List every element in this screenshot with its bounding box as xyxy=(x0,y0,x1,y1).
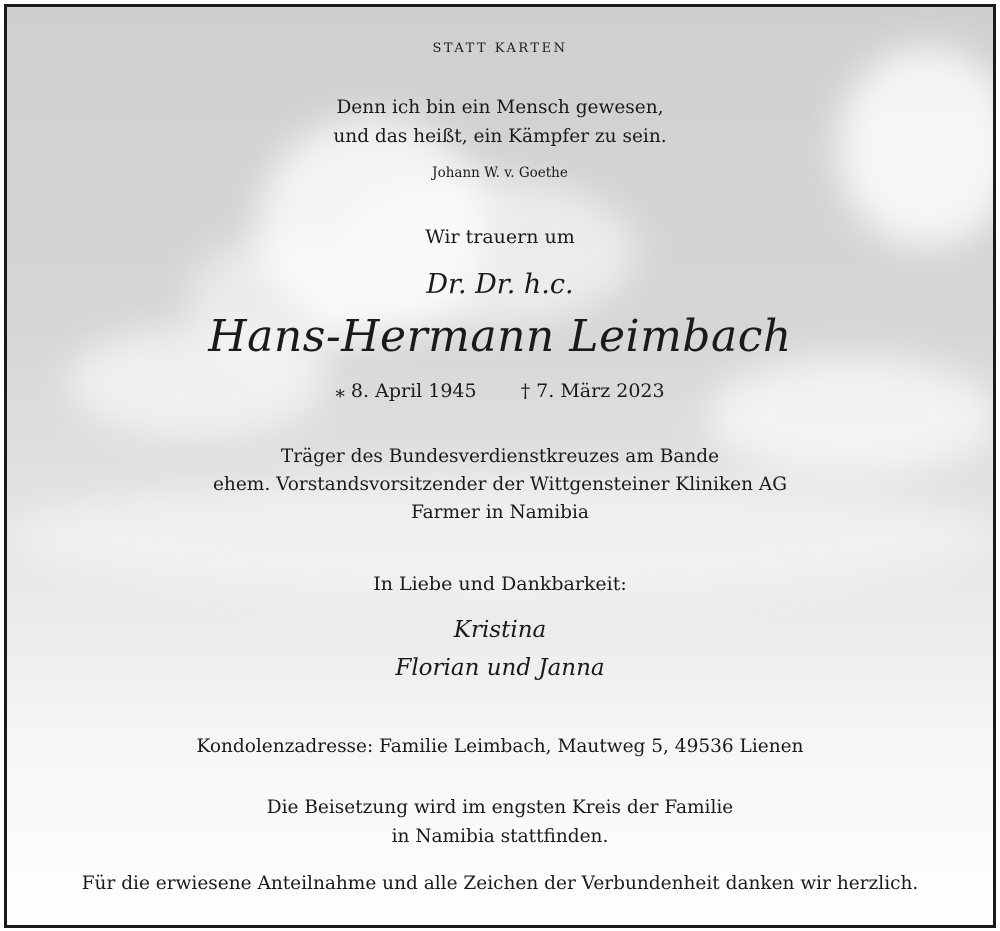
obituary-notice xyxy=(4,4,996,928)
funeral-note xyxy=(7,793,993,851)
funeral-line: Die Beisetzung wird im engsten Kreis der Familie xyxy=(266,797,734,818)
quote-author: Johann W. v. Goethe xyxy=(432,165,568,181)
birth-date: ⁎ 8. April 1945 xyxy=(335,380,477,402)
condolence-address: Kondolenzadresse: Familie Leimbach, Mautweg 5, 49536 Lienen xyxy=(196,736,804,757)
quote-line: und das heißt, ein Kämpfer zu sein. xyxy=(333,126,667,147)
thanks-note: Für die erwiesene Anteilnahme und alle Zeichen der Verbundenheit danken wir herzlich. xyxy=(81,873,919,894)
role-line: Farmer in Namibia xyxy=(411,502,589,523)
deceased-name: Hans-Hermann Leimbach xyxy=(208,311,792,362)
role-line: ehem. Vorstandsvorsitzender der Wittgensteiner Kliniken AG xyxy=(212,474,788,495)
quote-line: Denn ich bin ein Mensch gewesen, xyxy=(336,97,664,118)
mourn-intro: Wir trauern um xyxy=(425,226,575,248)
notice-content xyxy=(7,7,993,925)
quote xyxy=(7,93,993,151)
death-date: † 7. März 2023 xyxy=(520,380,665,402)
life-dates xyxy=(7,380,993,402)
funeral-line: in Namibia stattfinden. xyxy=(391,826,609,847)
love-intro: In Liebe und Dankbarkeit: xyxy=(373,573,627,595)
family-member: Florian und Janna xyxy=(395,655,605,681)
kicker: STATT KARTEN xyxy=(432,41,568,56)
family-member: Kristina xyxy=(453,617,547,643)
roles xyxy=(7,443,993,527)
family-names xyxy=(7,611,993,687)
academic-title: Dr. Dr. h.c. xyxy=(426,269,574,300)
role-line: Träger des Bundesverdienstkreuzes am Bande xyxy=(280,446,720,467)
